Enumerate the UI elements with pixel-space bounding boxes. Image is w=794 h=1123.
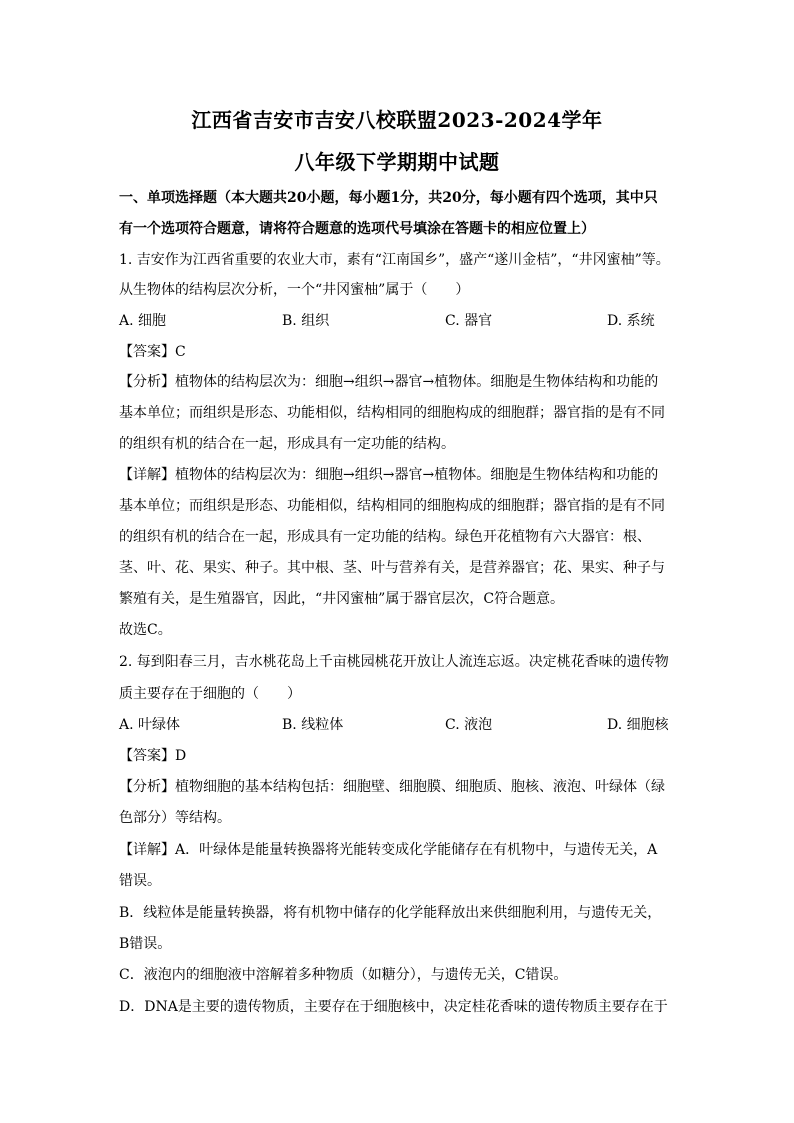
q1-analysis-line1: 【分析】植物体的结构层次为：细胞→组织→器官→植物体。细胞是生物体结构和功能的 bbox=[119, 374, 659, 390]
q1-detail-line3: 的组织有机的结合在一起，形成具有一定功能的结构。绿色开花植物有六大器官：根、 bbox=[119, 529, 651, 545]
q2-answer: 【答案】D bbox=[119, 748, 187, 764]
q1-option-c: C. 器官 bbox=[445, 313, 493, 329]
q1-option-d: D. 系统 bbox=[607, 313, 655, 329]
q1-analysis-line3: 的组织有机的结合在一起，形成具有一定功能的结构。 bbox=[119, 436, 455, 452]
q1-option-b: B. 组织 bbox=[282, 313, 330, 329]
q1-detail-line6: 故选C。 bbox=[119, 622, 172, 638]
section-heading-line1: 一、单项选择题（本大题共20小题，每小题1分，共20分，每小题有四个选项，其中只 bbox=[119, 190, 658, 206]
q2-option-c: C. 液泡 bbox=[445, 717, 493, 733]
q2-option-b: B. 线粒体 bbox=[282, 717, 344, 733]
q1-detail-line5: 繁殖有关，是生殖器官，因此，“井冈蜜柚”属于器官层次，C符合题意。 bbox=[119, 591, 565, 607]
q1-detail-line4: 茎、叶、花、果实、种子。其中根、茎、叶与营养有关，是营养器官；花、果实、种子与 bbox=[119, 560, 665, 576]
q1-detail-line2: 基本单位；而组织是形态、功能相似，结构相同的细胞构成的细胞群；器官指的是有不同 bbox=[119, 498, 665, 514]
q2-detail-line2: 错误。 bbox=[119, 873, 161, 889]
q2-analysis-line1: 【分析】植物细胞的基本结构包括：细胞壁、细胞膜、细胞质、胞核、液泡、叶绿体（绿 bbox=[119, 779, 665, 795]
q2-detail-line6: D．DNA是主要的遗传物质，主要存在于细胞核中，决定桂花香味的遗传物质主要存在于 bbox=[119, 999, 668, 1015]
q2-option-a: A. 叶绿体 bbox=[119, 717, 181, 733]
q1-stem-line1: 1. 吉安作为江西省重要的农业大市，素有“江南国乡”，盛产“遂川金桔”，“井冈蜜柚”等。 bbox=[119, 252, 670, 268]
q1-analysis-line2: 基本单位；而组织是形态、功能相似，结构相同的细胞构成的细胞群；器官指的是有不同 bbox=[119, 405, 665, 421]
q1-answer: 【答案】C bbox=[119, 344, 186, 360]
section-heading-line2: 有一个选项符合题意，请将符合题意的选项代号填涂在答题卡的相应位置上） bbox=[119, 221, 595, 237]
q2-detail-line1: 【详解】A．叶绿体是能量转换器将光能转变成化学能储存在有机物中，与遗传无关，A bbox=[119, 842, 658, 858]
q2-detail-line4: B错误。 bbox=[119, 936, 172, 952]
q2-stem-line2: 质主要存在于细胞的（ ） bbox=[119, 686, 301, 702]
q2-option-d: D. 细胞核 bbox=[607, 717, 669, 733]
q2-detail-line3: B．线粒体是能量转换器，将有机物中储存的化学能释放出来供细胞利用，与遗传无关， bbox=[119, 905, 662, 921]
q2-detail-line5: C．液泡内的细胞液中溶解着多种物质（如糖分），与遗传无关，C错误。 bbox=[119, 967, 568, 983]
q1-detail-line1: 【详解】植物体的结构层次为：细胞→组织→器官→植物体。细胞是生物体结构和功能的 bbox=[119, 467, 659, 483]
q2-stem-line1: 2. 每到阳春三月，吉水桃花岛上千亩桃园桃花开放让人流连忘返。决定桃花香味的遗传物 bbox=[119, 654, 669, 670]
q2-analysis-line2: 色部分）等结构。 bbox=[119, 810, 231, 826]
doc-title-line1: 江西省吉安市吉安八校联盟2023-2024学年 bbox=[191, 108, 603, 132]
doc-title-line2: 八年级下学期期中试题 bbox=[294, 150, 500, 174]
q1-option-a: A. 细胞 bbox=[119, 313, 167, 329]
q1-stem-line2: 从生物体的结构层次分析，一个“井冈蜜柚”属于（ ） bbox=[119, 282, 470, 298]
